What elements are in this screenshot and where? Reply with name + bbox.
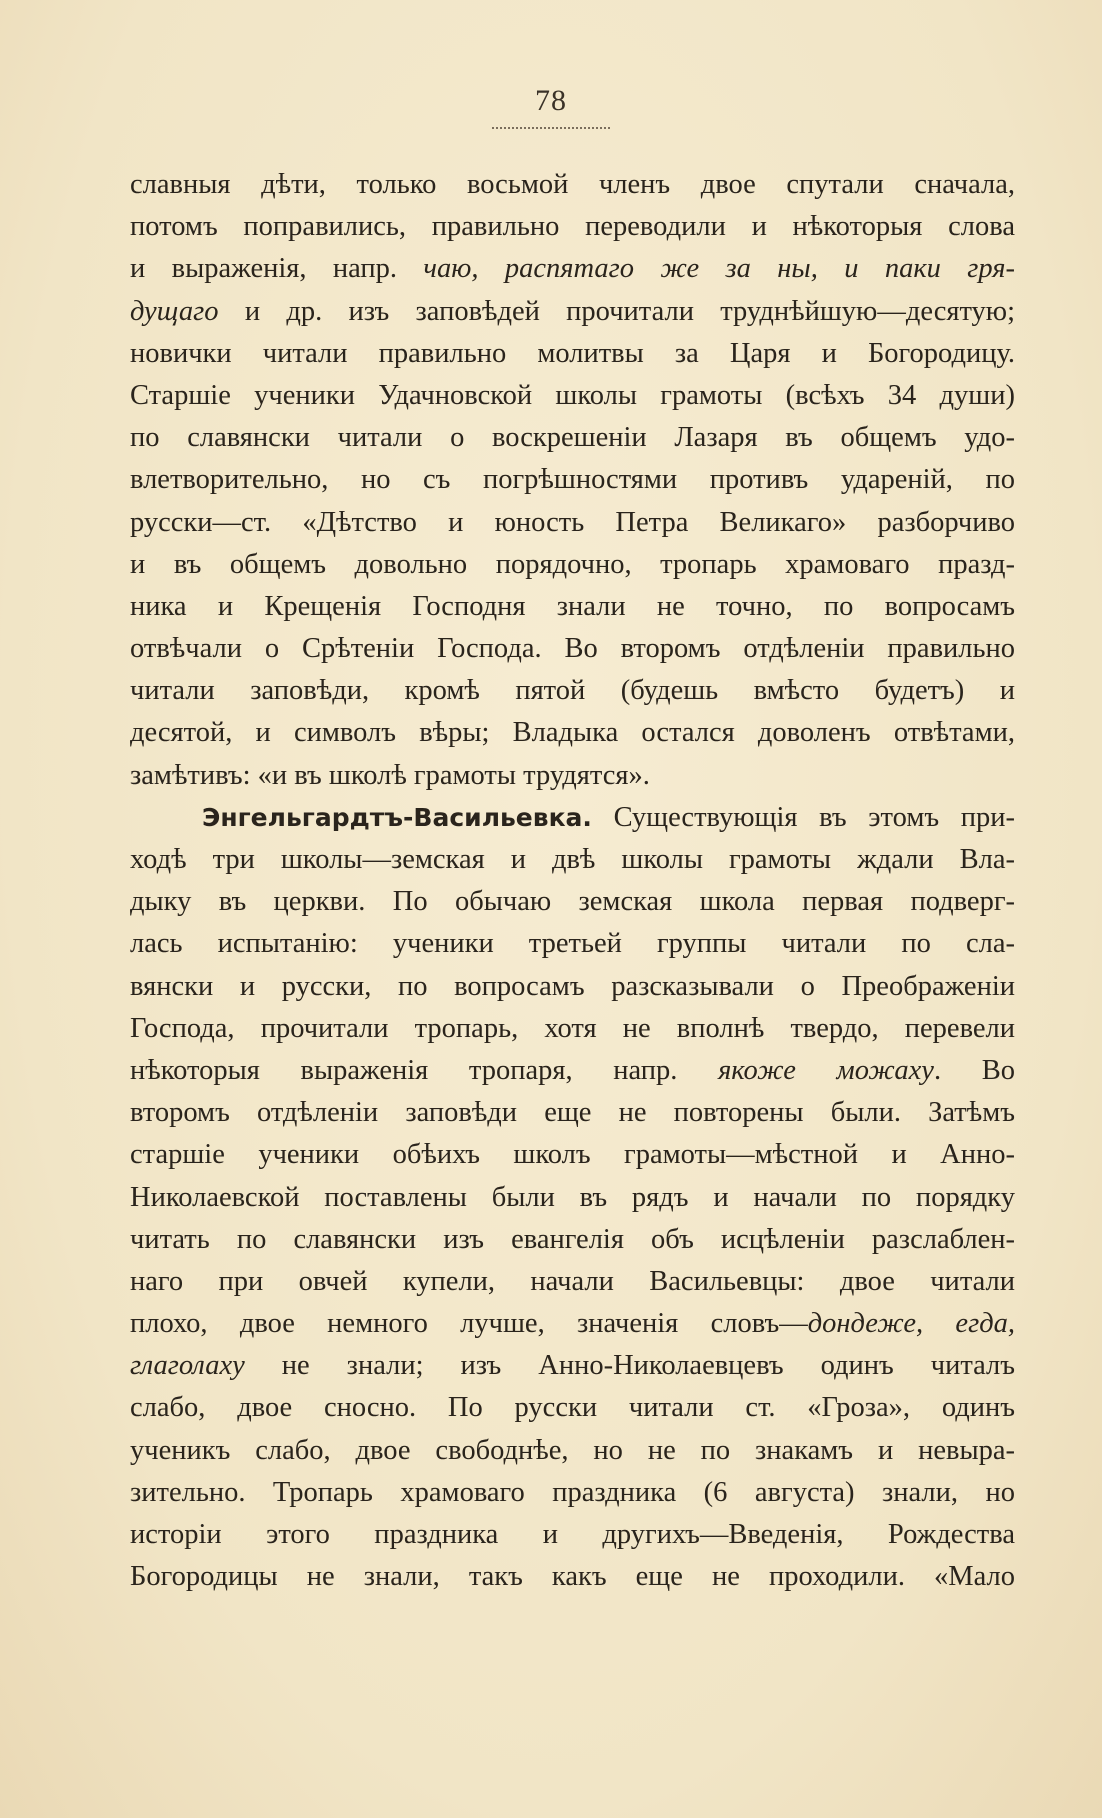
text-segment: потомъ поправились, правильно переводили и нѣкоторыя слова xyxy=(130,211,1015,243)
text-line xyxy=(130,1092,1015,1134)
text-line xyxy=(130,1050,1015,1092)
text-segment: ходѣ три школы—земская и двѣ школы грамоты ждали Вла- xyxy=(130,844,1015,875)
text-line xyxy=(130,1261,1015,1303)
text-segment: новички читали правильно молитвы за Царя и Богородицу. xyxy=(130,337,1015,369)
text-segment: по славянски читали о воскрешеніи Лазаря въ общемъ удо- xyxy=(130,422,1015,454)
text-segment: и выраженія, напр. xyxy=(130,253,424,285)
text-line xyxy=(130,1556,1015,1598)
header-rule xyxy=(492,127,610,129)
text-segment: вянски и русски, по вопросамъ разсказывали о Преображеніи xyxy=(130,970,1015,1002)
text-segment: отвѣчали о Срѣтеніи Господа. Во второмъ отдѣленіи правильно xyxy=(130,633,1015,665)
text-line xyxy=(130,881,1015,923)
text-segment: Господа, прочитали тропарь, хотя не вполнѣ твердо, перевели xyxy=(130,1012,1015,1044)
text-segment: . Во xyxy=(933,1054,1015,1086)
text-segment: славныя дѣти, только восьмой членъ двое спутали сначала, xyxy=(130,169,1015,200)
text-segment: не знали; изъ Анно-Николаевцевъ одинъ читалъ xyxy=(244,1350,1015,1382)
text-segment: и др. изъ заповѣдей прочитали труднѣйшую—десятую; xyxy=(218,295,1015,327)
text-line xyxy=(130,459,1015,501)
text-line xyxy=(130,797,1015,839)
text-line xyxy=(130,206,1015,248)
text-segment: Николаевской поставлены были въ рядъ и начали по порядку xyxy=(130,1181,1015,1213)
text-segment: лась испытанію: ученики третьей группы читали по сла- xyxy=(130,928,1015,960)
text-line xyxy=(130,1430,1015,1472)
text-line xyxy=(130,1387,1015,1429)
italic-quote: дондеже, егда, xyxy=(807,1308,1015,1340)
text-line xyxy=(130,1345,1015,1387)
text-line xyxy=(130,712,1015,754)
text-segment: замѣтивъ: «и въ школѣ грамоты трудятся». xyxy=(130,759,650,791)
text-segment: влетворительно, но съ погрѣшностями противъ удареній, по xyxy=(130,464,1015,496)
italic-quote: якоже можаху xyxy=(718,1054,934,1086)
text-line xyxy=(130,839,1015,881)
text-segment: Существующія въ этомъ при- xyxy=(591,801,1015,833)
text-segment: Богородицы не знали, такъ какъ еще не проходили. «Мало xyxy=(130,1561,1015,1593)
text-segment: Старшіе ученики Удачновской школы грамоты (всѣхъ 34 души) xyxy=(130,379,1015,411)
text-line xyxy=(130,966,1015,1008)
italic-quote: дущаго xyxy=(130,295,219,327)
text-line xyxy=(130,1303,1015,1345)
text-line xyxy=(130,544,1015,586)
text-line xyxy=(130,333,1015,375)
text-line xyxy=(130,1177,1015,1219)
text-segment: читали заповѣди, кромѣ пятой (будешь вмѣсто будетъ) и xyxy=(130,675,1015,707)
text-segment: наго при овчей купели, начали Васильевцы: двое читали xyxy=(130,1265,1015,1297)
text-line xyxy=(130,375,1015,417)
italic-quote: глаголаху xyxy=(130,1350,245,1382)
text-line xyxy=(130,1134,1015,1176)
text-segment: второмъ отдѣленіи заповѣди еще не повторены были. Затѣмъ xyxy=(130,1097,1015,1129)
text-segment: русски—ст. «Дѣтство и юность Петра Великаго» разборчиво xyxy=(130,506,1015,538)
text-line xyxy=(130,164,1015,206)
italic-quote: чаю, распятаго же за ны, и паки гря- xyxy=(423,253,1015,285)
text-segment: ученикъ слабо, двое свободнѣе, но не по знакамъ и невыра- xyxy=(130,1434,1015,1466)
text-line xyxy=(130,755,1015,797)
text-line xyxy=(130,628,1015,670)
text-line xyxy=(130,670,1015,712)
text-segment: нѣкоторыя выраженія тропаря, напр. xyxy=(130,1054,719,1086)
text-segment: ника и Крещенія Господня знали не точно, по вопросамъ xyxy=(130,590,1015,622)
section-heading: Энгельгардтъ-Васильевка. xyxy=(202,802,592,832)
text-line xyxy=(130,248,1015,290)
text-segment: плохо, двое немного лучше, значенія словъ— xyxy=(130,1308,808,1340)
body-text xyxy=(130,164,1015,1598)
text-segment: старшіе ученики обѣихъ школъ грамоты—мѣстной и Анно- xyxy=(130,1139,1015,1171)
text-segment: дыку въ церкви. По обычаю земская школа первая подверг- xyxy=(130,886,1015,918)
text-segment: слабо, двое сносно. По русски читали ст. «Гроза», одинъ xyxy=(130,1392,1015,1424)
text-line xyxy=(130,923,1015,965)
text-line xyxy=(130,1008,1015,1050)
text-segment: и въ общемъ довольно порядочно, тропарь храмоваго празд- xyxy=(130,548,1015,580)
text-line xyxy=(130,586,1015,628)
text-segment: исторіи этого праздника и другихъ—Введенія, Рождества xyxy=(130,1519,1015,1550)
text-line xyxy=(130,291,1015,333)
text-segment: десятой, и символъ вѣры; Владыка остался доволенъ отвѣтами, xyxy=(130,717,1015,749)
page-number: 78 xyxy=(535,84,567,117)
text-line xyxy=(130,1472,1015,1514)
text-segment: зительно. Тропарь храмоваго праздника (6 августа) знали, но xyxy=(130,1476,1015,1508)
text-line xyxy=(130,1219,1015,1261)
text-line xyxy=(130,1514,1015,1556)
text-line xyxy=(130,502,1015,544)
text-segment: читать по славянски изъ евангелія объ исцѣленіи разслаблен- xyxy=(130,1223,1015,1255)
text-line xyxy=(130,417,1015,459)
